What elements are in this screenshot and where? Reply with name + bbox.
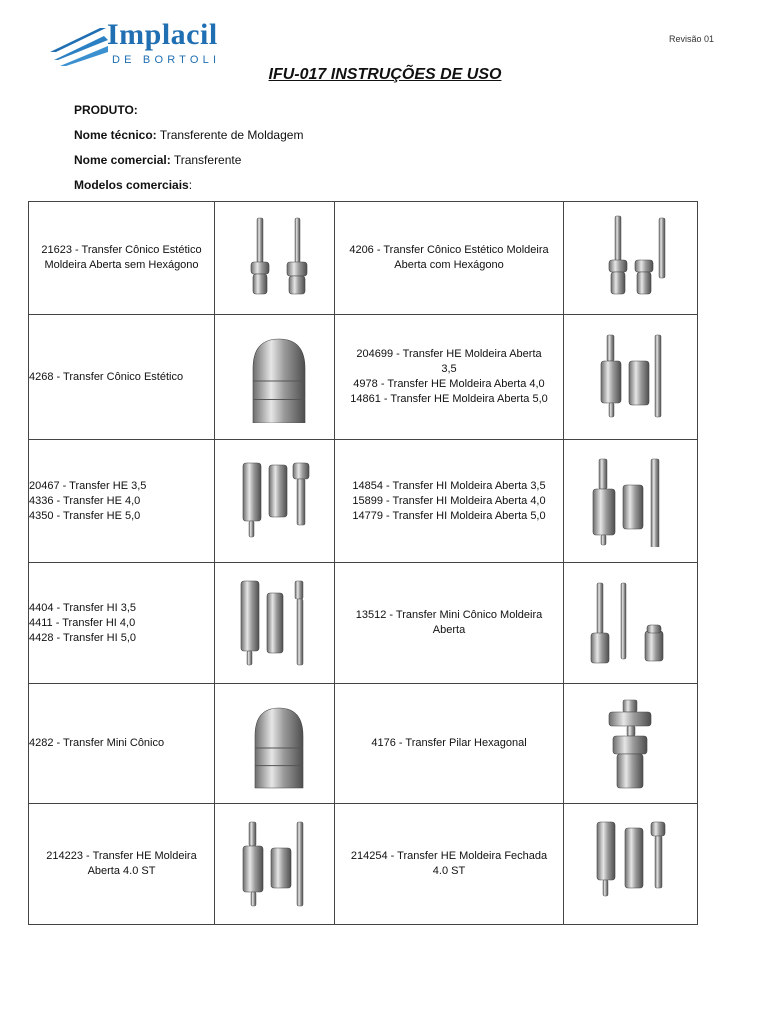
- revision-label: Revisão 01: [668, 34, 714, 44]
- model-image-right: [564, 315, 698, 440]
- document-title: IFU-017 INSTRUÇÕES DE USO: [268, 66, 502, 83]
- technical-name-row: [74, 128, 303, 142]
- model-text-line: 4282 - Transfer Mini Cônico: [29, 737, 165, 749]
- table-row: [29, 315, 698, 440]
- model-image-right: [564, 684, 698, 804]
- hi-open-tray-transfer-icon: [585, 455, 677, 547]
- model-text-line: 4336 - Transfer HE 4,0: [29, 494, 141, 507]
- model-text-line: Aberta com Hexágono: [394, 259, 504, 271]
- model-description-right: [335, 563, 564, 684]
- model-text-line: 4206 - Transfer Cônico Estético Moldeira: [349, 244, 549, 256]
- hi-closed-transfer-icon: [229, 577, 321, 669]
- dome-transfer-icon: [229, 331, 321, 423]
- model-text-line: 214223 - Transfer HE Moldeira: [46, 850, 197, 862]
- model-text-line: 204699 - Transfer HE Moldeira Aberta: [356, 348, 542, 360]
- he-open-tray-st-transfer-icon: [229, 818, 321, 910]
- table-row: [29, 440, 698, 563]
- model-description-right: [335, 684, 564, 804]
- model-text-line: 4411 - Transfer HI 4,0: [29, 616, 136, 629]
- model-image-left: [215, 440, 335, 563]
- commercial-name-label: Nome comercial:: [74, 153, 171, 167]
- technical-name-value: Transferente de Moldagem: [159, 128, 304, 142]
- model-description-right: [335, 315, 564, 440]
- model-description-right: [335, 804, 564, 925]
- product-section-label: PRODUTO:: [74, 103, 138, 117]
- model-image-right: [564, 563, 698, 684]
- model-text-line: 4268 - Transfer Cônico Estético: [29, 370, 184, 383]
- model-description-right: [335, 440, 564, 563]
- model-text-line: 4176 - Transfer Pilar Hexagonal: [371, 737, 527, 749]
- model-image-right: [564, 804, 698, 925]
- model-description-left: [29, 804, 215, 925]
- model-image-left: [215, 315, 335, 440]
- model-description-left: [29, 684, 215, 804]
- commercial-name-value: Transferente: [173, 153, 242, 167]
- table-row: [29, 684, 698, 804]
- table-row: [29, 804, 698, 925]
- model-image-right: [564, 440, 698, 563]
- model-image-right: [564, 202, 698, 315]
- models-label: Modelos comerciais: [74, 178, 189, 192]
- technical-name-label: Nome técnico:: [74, 128, 157, 142]
- model-text-line: Aberta: [432, 624, 466, 636]
- conical-open-tray-transfer-icon: [229, 212, 321, 304]
- models-table: [28, 201, 698, 925]
- he-open-tray-transfer-icon: [585, 331, 677, 423]
- models-label-row: Modelos comerciais:: [74, 178, 193, 192]
- model-description-left: [29, 563, 215, 684]
- model-description-right: [335, 202, 564, 315]
- model-text-line: 14779 - Transfer HI Moldeira Aberta 5,0: [352, 509, 546, 522]
- brand-subtitle: DE BORTOLI: [112, 54, 221, 66]
- model-text-line: 4.0 ST: [432, 865, 466, 877]
- hex-pillar-transfer-icon: [585, 698, 677, 790]
- model-description-left: [29, 315, 215, 440]
- model-text-line: 14861 - Transfer HE Moldeira Aberta 5,0: [350, 393, 548, 405]
- model-image-left: [215, 804, 335, 925]
- model-text-line: Aberta 4.0 ST: [87, 865, 156, 877]
- conical-hex-open-tray-transfer-icon: [585, 212, 677, 304]
- table-row: [29, 563, 698, 684]
- model-text-line: 15899 - Transfer HI Moldeira Aberta 4,0: [352, 494, 546, 507]
- model-text-line: 4350 - Transfer HE 5,0: [29, 509, 141, 522]
- mini-dome-transfer-icon: [229, 698, 321, 790]
- model-text-line: 13512 - Transfer Mini Cônico Moldeira: [355, 609, 543, 621]
- model-image-left: [215, 563, 335, 684]
- he-closed-transfer-icon: [229, 455, 321, 547]
- model-description-left: [29, 202, 215, 315]
- model-text-line: 20467 - Transfer HE 3,5: [29, 479, 147, 492]
- brand-name: Implacil: [107, 18, 218, 51]
- model-text-line: 14854 - Transfer HI Moldeira Aberta 3,5: [352, 479, 546, 492]
- he-closed-tray-st-transfer-icon: [585, 818, 677, 910]
- model-image-left: [215, 202, 335, 315]
- model-text-line: 214254 - Transfer HE Moldeira Fechada: [350, 850, 548, 862]
- model-image-left: [215, 684, 335, 804]
- model-text-line: 4428 - Transfer HI 5,0: [29, 631, 136, 644]
- model-text-line: 3,5: [441, 363, 457, 375]
- commercial-name-row: [74, 153, 241, 167]
- table-row: [29, 202, 698, 315]
- mini-conical-open-tray-transfer-icon: [585, 577, 677, 669]
- model-text-line: 21623 - Transfer Cônico Estético: [41, 244, 202, 256]
- model-text-line: 4404 - Transfer HI 3,5: [29, 601, 136, 614]
- model-description-left: [29, 440, 215, 563]
- model-text-line: Moldeira Aberta sem Hexágono: [44, 259, 199, 271]
- model-text-line: 4978 - Transfer HE Moldeira Aberta 4,0: [353, 378, 545, 390]
